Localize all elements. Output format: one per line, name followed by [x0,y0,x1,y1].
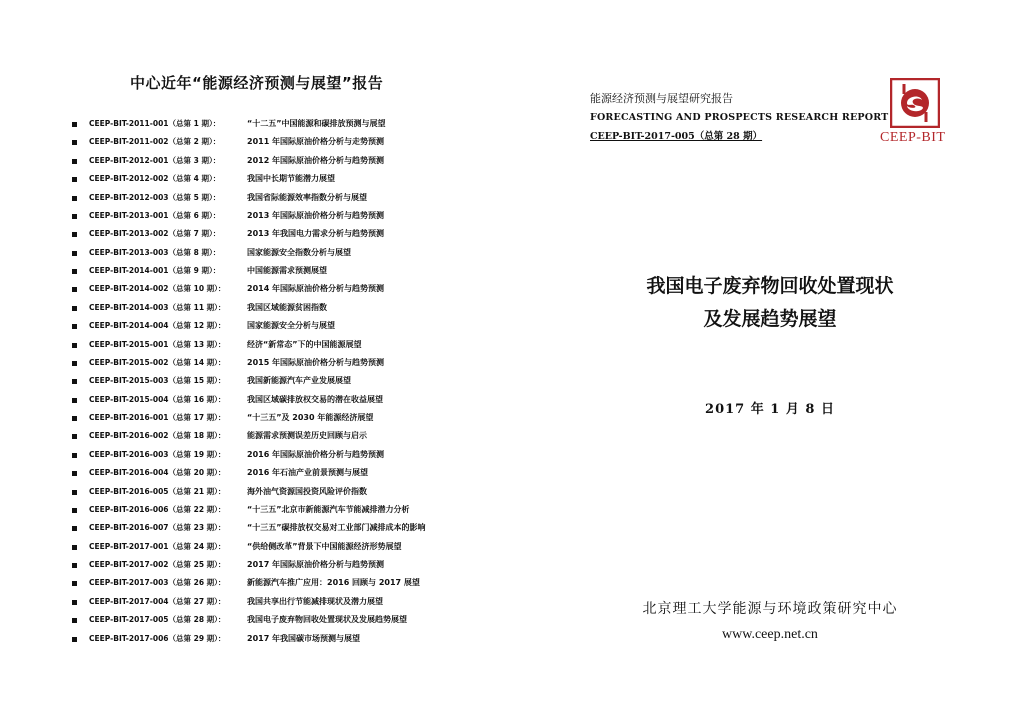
report-list-item [72,372,492,390]
report-list-item [72,427,492,445]
bullet-icon [72,379,77,384]
report-list-item [72,519,492,537]
report-title: 2016 年国际原油价格分析与趋势预测 [247,449,385,459]
bullet-icon [72,269,77,274]
report-code: CEEP-BIT-2011-002（总第 2 期）： [89,137,221,147]
bullet-icon [72,361,77,366]
report-list-item [72,336,492,354]
report-code: CEEP-BIT-2013-002（总第 7 期）： [89,229,221,239]
report-list-item [72,115,492,133]
series-title-en: FORECASTING AND PROSPECTS RESEARCH REPORT [590,112,889,123]
ceep-bit-logo [880,78,958,150]
report-title: 中国能源需求预测展望 [247,266,327,275]
report-list-item [72,152,492,170]
report-code: CEEP-BIT-2014-003（总第 11 期）： [89,302,226,312]
report-code: CEEP-BIT-2014-001（总第 9 期）： [89,266,221,275]
bullet-icon [72,196,77,201]
report-code: CEEP-BIT-2013-001（总第 6 期）： [89,210,221,220]
bullet-icon [72,490,77,495]
report-code: CEEP-BIT-2016-001（总第 17 期）： [89,413,226,422]
report-code: CEEP-BIT-2012-003（总第 5 期）： [89,192,221,202]
report-code: CEEP-BIT-2015-002（总第 14 期）： [89,357,226,367]
report-code: CEEP-BIT-2016-007（总第 23 期）： [89,523,226,533]
report-list-item [72,556,492,574]
report-title: 2013 年我国电力需求分析与趋势预测 [247,229,385,239]
report-list-item [72,170,492,188]
report-code: CEEP-BIT-2016-006（总第 22 期）： [89,504,226,514]
report-title: 2015 年国际原油价格分析与趋势预测 [247,357,385,367]
report-code: CEEP-BIT-2011-001（总第 1 期）： [89,119,221,128]
title-line-1: 我国电子废弃物回收处置现状 [646,275,894,297]
title-line-2: 及发展趋势展望 [703,308,837,330]
bullet-icon [72,287,77,292]
bullet-icon [72,508,77,513]
report-list-item [72,262,492,280]
report-list-item [72,354,492,372]
report-title: “十三五”及 2030 年能源经济展望 [247,413,374,422]
bullet-icon [72,618,77,623]
bullet-icon [72,177,77,182]
report-code: CEEP-BIT-2017-004（总第 27 期）： [89,596,226,606]
report-title: 我国区域碳排放权交易的潜在收益展望 [247,394,383,404]
report-title: 2016 年石油产业前景预测与展望 [247,468,369,478]
bullet-icon [72,581,77,586]
ceep-logo-icon [890,78,940,128]
report-title: 能源需求预测误差历史回顾与启示 [247,431,367,441]
report-title: 我国共享出行节能减排现状及潜力展望 [247,596,383,606]
report-code: CEEP-BIT-2015-004（总第 16 期）： [89,394,226,404]
logo-text: CEEP-BIT [880,130,946,145]
report-list-item [72,538,492,556]
report-list-title: 中心近年“能源经济预测与展望”报告 [130,74,384,92]
bullet-icon [72,563,77,568]
bullet-icon [72,232,77,237]
report-title: 经济“新常态”下的中国能源展望 [247,339,362,349]
report-code: CEEP-BIT-2017-002（总第 25 期）： [89,560,226,569]
bullet-icon [72,434,77,439]
report-code: CEEP-BIT-2017-005（总第 28 期）： [89,615,226,625]
report-list-item [72,225,492,243]
report-number: CEEP-BIT-2017-005（总第 28 期） [590,131,763,142]
report-title: 我国中长期节能潜力展望 [247,174,335,184]
report-date: 2017 年 1 月 8 日 [705,402,835,417]
bullet-icon [72,545,77,550]
report-title: “十三五”北京市新能源汽车节能减排潜力分析 [247,504,410,514]
report-title: 我国电子废弃物回收处置现状及发展趋势展望 [247,615,407,625]
report-list [72,115,492,648]
report-code: CEEP-BIT-2017-001（总第 24 期）： [89,541,226,551]
bullet-icon [72,343,77,348]
report-code: CEEP-BIT-2015-001（总第 13 期）： [89,339,226,349]
report-code: CEEP-BIT-2014-004（总第 12 期）： [89,321,226,331]
report-list-item [72,464,492,482]
bullet-icon [72,122,77,127]
bullet-icon [72,526,77,531]
report-title: 2013 年国际原油价格分析与趋势预测 [247,210,385,220]
report-title: 我国区域能源贫困指数 [247,302,327,312]
report-title: 国家能源安全指数分析与展望 [247,247,351,257]
report-list-item [72,446,492,464]
bullet-icon [72,214,77,219]
bullet-icon [72,471,77,476]
bullet-icon [72,159,77,164]
report-code: CEEP-BIT-2017-003（总第 26 期）： [89,578,226,588]
report-list-item [72,244,492,262]
report-title: 2017 年国际原油价格分析与趋势预测 [247,560,385,569]
bullet-icon [72,306,77,311]
report-list-item [72,574,492,592]
report-code: CEEP-BIT-2016-003（总第 19 期）： [89,449,226,459]
report-code: CEEP-BIT-2015-003（总第 15 期）： [89,376,226,386]
report-code: CEEP-BIT-2014-002（总第 10 期）： [89,284,226,294]
report-list-item [72,611,492,629]
report-title: 2014 年国际原油价格分析与趋势预测 [247,284,385,294]
bullet-icon [72,637,77,642]
report-title: 2012 年国际原油价格分析与趋势预测 [247,155,385,165]
report-code: CEEP-BIT-2012-002（总第 4 期）： [89,174,221,184]
report-list-item [72,391,492,409]
report-list-item [72,501,492,519]
report-title: 我国省际能源效率指数分析与展望 [247,192,367,202]
report-list-item [72,409,492,427]
report-list-item [72,630,492,648]
bullet-icon [72,600,77,605]
report-list-item [72,280,492,298]
report-title: 2017 年我国碳市场预测与展望 [247,633,361,643]
report-code: CEEP-BIT-2013-003（总第 8 期）： [89,247,221,257]
report-title: 我国新能源汽车产业发展展望 [247,376,351,386]
bullet-icon [72,453,77,458]
report-list-item [72,207,492,225]
bullet-icon [72,140,77,145]
report-title: 新能源汽车推广应用：2016 回顾与 2017 展望 [247,578,420,588]
report-title: “供给侧改革”背景下中国能源经济形势展望 [247,541,402,551]
report-list-item [72,483,492,501]
report-code: CEEP-BIT-2017-006（总第 29 期）： [89,633,226,643]
report-title: 海外油气资源国投资风险评价指数 [247,486,367,496]
report-list-item [72,317,492,335]
report-title: 2011 年国际原油价格分析与走势预测 [247,137,385,147]
report-title: “十三五”碳排放权交易对工业部门减排成本的影响 [247,523,426,533]
report-code: CEEP-BIT-2016-002（总第 18 期）： [89,431,226,441]
bullet-icon [72,398,77,403]
bullet-icon [72,324,77,329]
report-code: CEEP-BIT-2012-001（总第 3 期）： [89,155,221,165]
website-link[interactable]: www.ceep.net.cn [722,627,818,642]
report-main-title [560,270,980,336]
report-code: CEEP-BIT-2016-005（总第 21 期）： [89,486,226,496]
report-code: CEEP-BIT-2016-004（总第 20 期）： [89,468,226,478]
report-list-item [72,593,492,611]
report-list-item [72,133,492,151]
bullet-icon [72,251,77,256]
organization-name: 北京理工大学能源与环境政策研究中心 [642,601,898,617]
report-list-item [72,189,492,207]
report-title: “十二五”中国能源和碳排放预测与展望 [247,119,386,128]
report-title: 国家能源安全分析与展望 [247,321,335,331]
report-list-item [72,299,492,317]
bullet-icon [72,416,77,421]
series-title: 能源经济预测与展望研究报告 [590,92,733,105]
